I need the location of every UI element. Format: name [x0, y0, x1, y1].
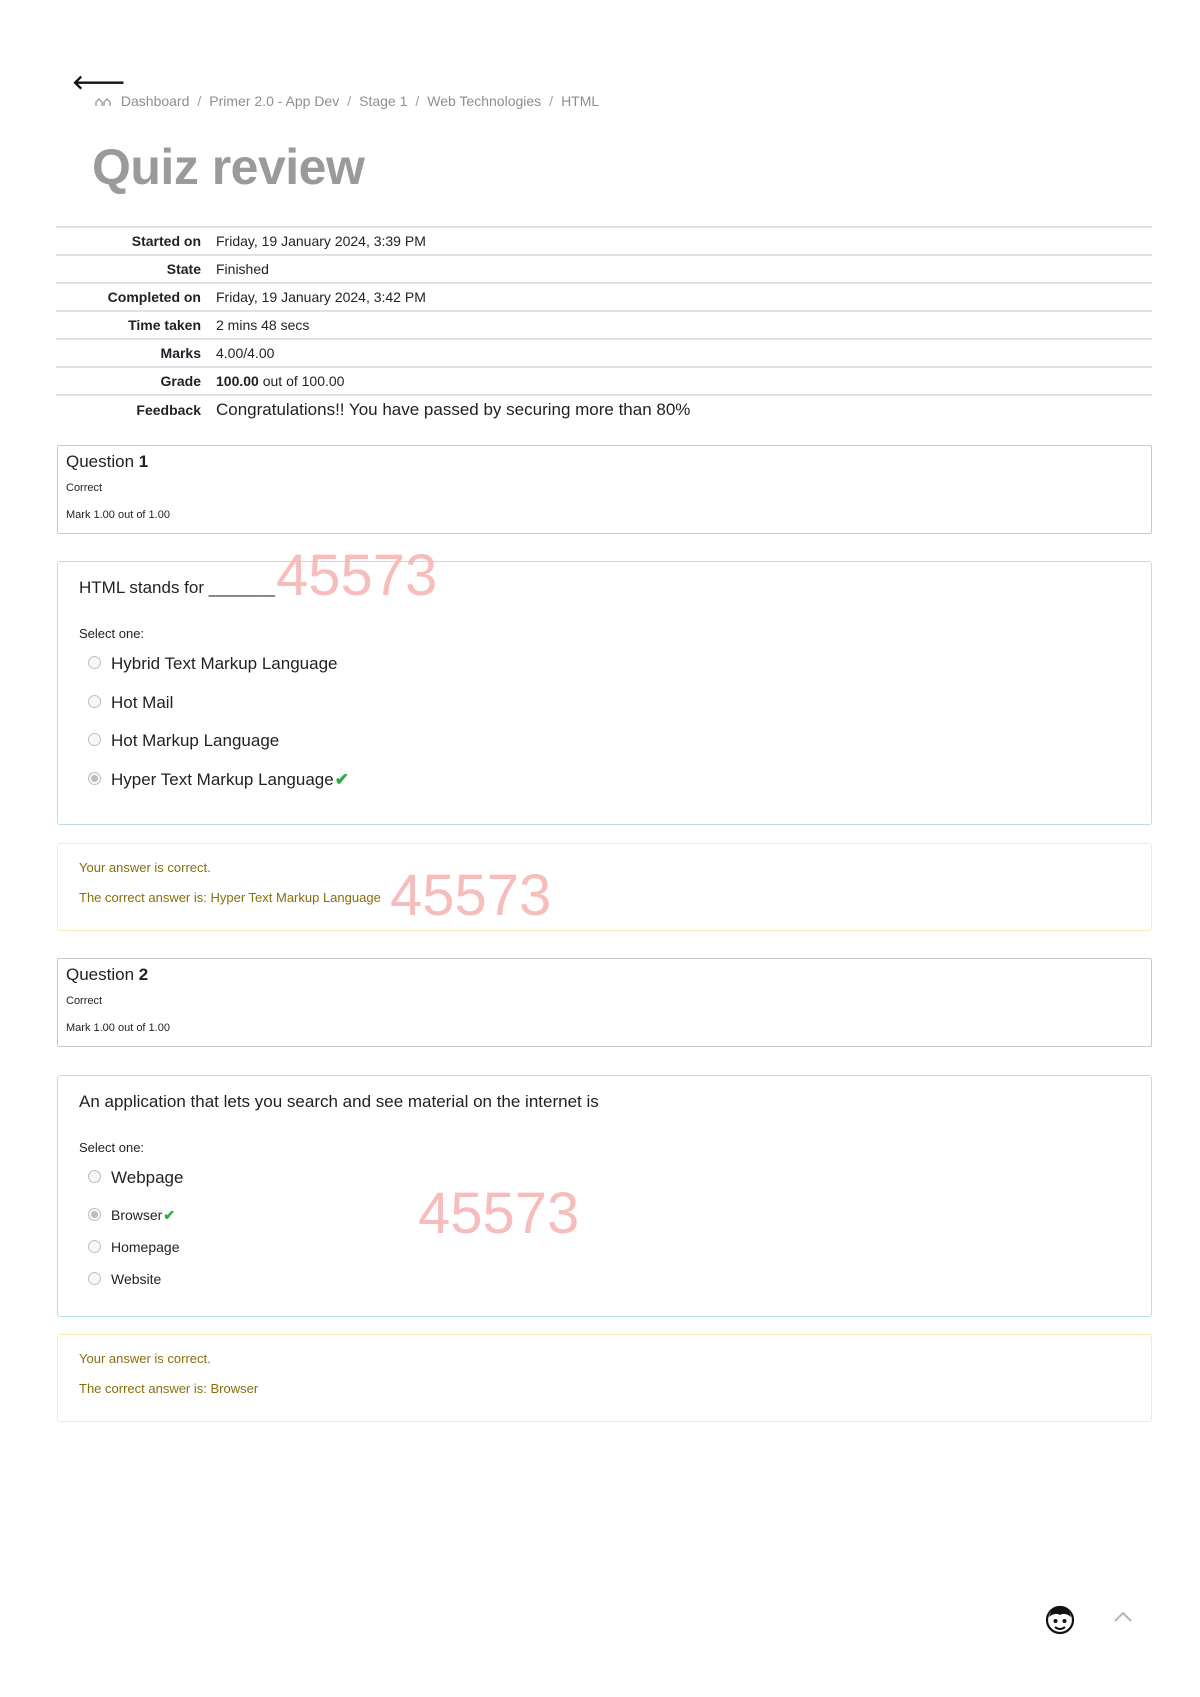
user-avatar-icon[interactable]: [1043, 1603, 1077, 1637]
answer-option[interactable]: Website: [88, 1271, 161, 1287]
summary-row-feedback: Feedback Congratulations!! You have passed by securing more than 80%: [56, 395, 1152, 424]
breadcrumb-quiz[interactable]: HTML: [561, 93, 600, 109]
correct-answer-text: The correct answer is: Hyper Text Markup Language: [79, 890, 381, 905]
answer-option[interactable]: Webpage: [88, 1168, 183, 1188]
home-icon: [95, 97, 111, 107]
summary-row-started: Started on Friday, 19 January 2024, 3:39 PM: [56, 227, 1152, 255]
question-grade: Mark 1.00 out of 1.00: [66, 1022, 170, 1034]
question-state: Correct: [66, 995, 103, 1007]
question-2-formulation: [57, 1075, 1152, 1317]
radio-button[interactable]: [88, 1272, 101, 1285]
answer-option[interactable]: Homepage: [88, 1239, 180, 1255]
question-1-formulation: [57, 561, 1152, 825]
page-title: Quiz review: [92, 139, 365, 195]
radio-button-checked[interactable]: [88, 1208, 101, 1221]
radio-button[interactable]: [88, 695, 101, 708]
answer-option[interactable]: Hybrid Text Markup Language: [88, 654, 338, 674]
back-arrow-icon[interactable]: 🡐: [72, 72, 126, 94]
question-text: An application that lets you search and see material on the internet is: [79, 1092, 599, 1111]
quiz-summary-table: [56, 226, 1152, 424]
watermark: 45573: [390, 863, 552, 928]
summary-row-time-taken: Time taken 2 mins 48 secs: [56, 311, 1152, 339]
question-2-outcome: [57, 1334, 1152, 1422]
question-1-outcome: [57, 843, 1152, 931]
outcome-feedback: Your answer is correct.: [79, 860, 211, 875]
question-grade: Mark 1.00 out of 1.00: [66, 509, 170, 521]
breadcrumb-stage[interactable]: Stage 1: [359, 93, 408, 109]
radio-button[interactable]: [88, 733, 101, 746]
radio-button[interactable]: [88, 656, 101, 669]
select-one-prompt: Select one:: [79, 1140, 145, 1155]
breadcrumb-course[interactable]: Primer 2.0 - App Dev: [209, 93, 340, 109]
checkmark-icon: ✔: [334, 770, 349, 789]
radio-button[interactable]: [88, 1240, 101, 1253]
correct-answer-text: The correct answer is: Browser: [79, 1381, 259, 1396]
question-1-info: Question 1 Correct Mark 1.00 out of 1.00: [57, 445, 1152, 534]
answer-option-selected[interactable]: Browser✔: [88, 1207, 175, 1224]
answer-option[interactable]: Hot Markup Language: [88, 731, 279, 751]
summary-row-marks: Marks 4.00/4.00: [56, 339, 1152, 367]
breadcrumb-section[interactable]: Web Technologies: [427, 93, 542, 109]
question-state: Correct: [66, 482, 103, 494]
breadcrumb: Dashboard / Primer 2.0 - App Dev / Stage 1 / Web Technologies / HTML: [95, 93, 599, 109]
chevron-up-icon[interactable]: [1110, 1607, 1136, 1627]
question-text: HTML stands for _______: [79, 578, 275, 597]
select-one-prompt: Select one:: [79, 626, 145, 641]
watermark: 45573: [418, 1181, 580, 1246]
answer-option-selected[interactable]: Hyper Text Markup Language✔: [88, 770, 349, 790]
radio-button[interactable]: [88, 1170, 101, 1183]
outcome-feedback: Your answer is correct.: [79, 1351, 211, 1366]
checkmark-icon: ✔: [163, 1207, 176, 1223]
summary-row-completed: Completed on Friday, 19 January 2024, 3:42 PM: [56, 283, 1152, 311]
summary-row-state: State Finished: [56, 255, 1152, 283]
summary-row-grade: Grade 100.00 out of 100.00: [56, 367, 1152, 395]
breadcrumb-dashboard[interactable]: Dashboard: [120, 93, 190, 109]
radio-button-checked[interactable]: [88, 772, 101, 785]
answer-option[interactable]: Hot Mail: [88, 693, 173, 713]
watermark: 45573: [276, 543, 438, 608]
question-2-info: Question 2 Correct Mark 1.00 out of 1.00: [57, 958, 1152, 1047]
